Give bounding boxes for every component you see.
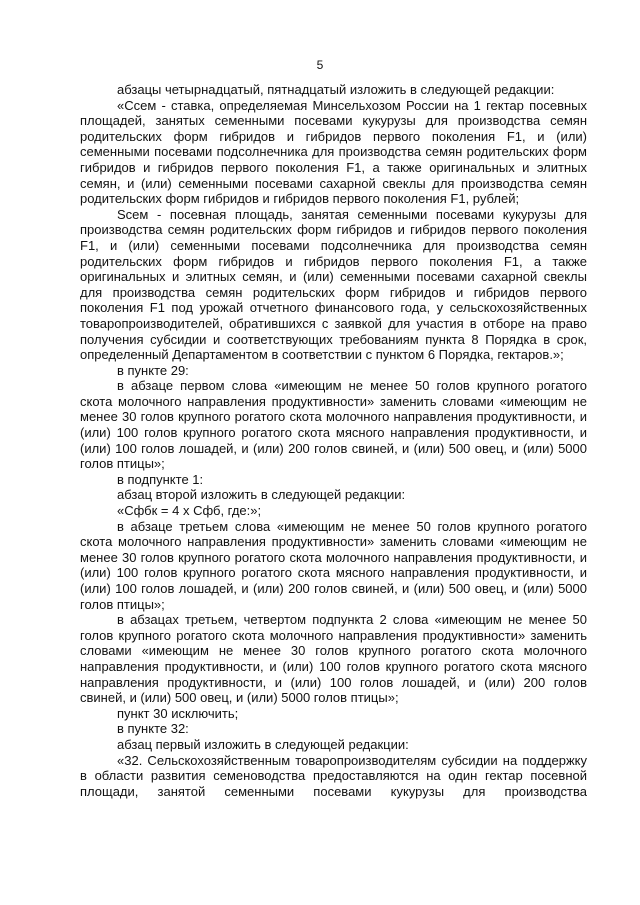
page-number: 5: [316, 58, 324, 72]
paragraph: «32. Сельскохозяйственным товаропроизводителям субсидии на поддержку в области развития семеноводства предоставляются на один гектар посевной площади, занятой семенными посевами кукурузы для производства: [80, 752, 587, 799]
paragraph: в абзацах третьем, четвертом подпункта 2 слова «имеющим не менее 50 голов крупного рогатого скота молочного направления продуктивности» заменить словами «имеющим не менее 30 голов крупного рогатого скота молочного направления продуктивности, и (или) 100 голов крупного рогатого скота мясного направления продуктивности, и (или) 100 голов лошадей, и (или) 200 голов свиней, и (или) 500 овец, и (или) 5000 голов птицы»;: [80, 612, 587, 706]
paragraph: «Ссем - ставка, определяемая Минсельхозом России на 1 гектар посевных площадей, занятых семенными посевами кукурузы для производства семян родительских форм гибридов и гибридов первого поколения F1, и (или) семенными посевами подсолнечника для производства семян родительских форм гибридов и гибридов первого поколения F1, а также оригинальных и элитных семян, и (или) семенными посевами сахарной свеклы для производства семян родительских форм гибридов и гибридов первого поколения F1, рублей;: [80, 97, 587, 207]
paragraph: «Сфбк = 4 х Сфб, где:»;: [117, 503, 262, 519]
paragraph: в пункте 29:: [117, 362, 189, 378]
paragraph: Sсем - посевная площадь, занятая семенными посевами кукурузы для производства семян родительских форм гибридов и гибридов первого поколения F1, и (или) семенными посевами подсолнечника для производства семян родительских форм гибридов и гибридов первого поколения F1, а также оригинальных и элитных семян, и (или) семенными посевами сахарной свеклы для производства семян родительских форм гибридов и гибридов первого поколения F1 под урожай отчетного финансового года, у сельскохозяйственных товаропроизводителей, обратившихся с заявкой для участия в отборе на право получения субсидии и соответствующих требованиям пункта 8 Порядка в срок, определенный Департаментом в соответствии с пунктом 6 Порядка, гектаров.»;: [80, 206, 587, 363]
document-body: [80, 82, 587, 799]
paragraph: в абзаце первом слова «имеющим не менее 50 голов крупного рогатого скота молочного направления продуктивности» заменить словами «имеющим не менее 30 голов крупного рогатого скота молочного направления продуктивности, и (или) 100 голов крупного рогатого скота мясного направления продуктивности, и (или) 100 голов лошадей, и (или) 200 голов свиней, и (или) 500 овец, и (или) 5000 голов птицы»;: [80, 378, 587, 472]
paragraph: абзацы четырнадцатый, пятнадцатый изложить в следующей редакции:: [117, 82, 555, 97]
paragraph: пункт 30 исключить;: [117, 705, 239, 721]
paragraph: абзац первый изложить в следующей редакции:: [117, 736, 409, 752]
paragraph: в подпункте 1:: [117, 471, 204, 487]
paragraph: в пункте 32:: [117, 721, 189, 737]
paragraph: абзац второй изложить в следующей редакции:: [117, 487, 406, 503]
paragraph: в абзаце третьем слова «имеющим не менее 50 голов крупного рогатого скота молочного направления продуктивности» заменить словами «имеющим не менее 30 голов крупного рогатого скота молочного направления продуктивности, и (или) 100 голов крупного рогатого скота мясного направления продуктивности, и (или) 100 голов лошадей, и (или) 200 голов свиней, и (или) 500 овец, и (или) 5000 голов птицы»;: [80, 518, 587, 612]
